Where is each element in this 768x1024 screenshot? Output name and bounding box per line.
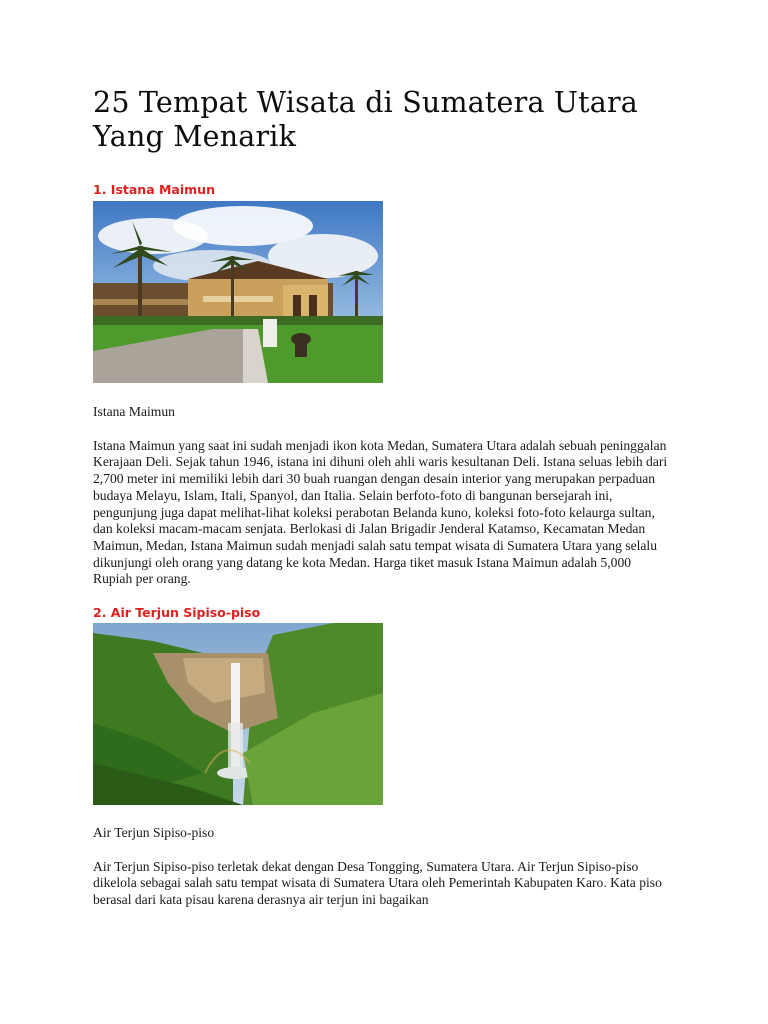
paragraph-sipiso-piso: Air Terjun Sipiso-piso terletak dekat dengan Desa Tongging, Sumatera Utara. Air Terjun Sipiso-piso dikelola sebagai salah satu tempat wisata di Sumatera Utara oleh Pemerintah Kabupaten Karo. Kata piso berasal dari kata pisau karena derasnya air terjun ini bagaikan	[93, 858, 662, 908]
section-heading-istana-maimun: 1. Istana Maimun	[93, 182, 215, 197]
page-title: 25 Tempat Wisata di Sumatera Utara Yang Menarik	[93, 86, 638, 153]
document-page	[93, 86, 673, 909]
paragraph-istana-maimun: Istana Maimun yang saat ini sudah menjadi ikon kota Medan, Sumatera Utara adalah sebuah peninggalan Kerajaan Deli. Sejak tahun 1946, istana ini dihuni oleh ahli waris kesultanan Deli. Istana seluas lebih dari 2,700 meter ini memiliki lebih dari 30 buah ruangan dengan desain interior yang merupakan perpaduan budaya Melayu, Islam, Itali, Spanyol, dan Italia. Selain berfoto-foto di bangunan bersejarah ini, pengunjung juga dapat melihat-lihat koleksi perabotan Belanda kuno, koleksi foto-foto kelaurga sultan, dan koleksi macam-macam senjata. Berlokasi di Jalan Brigadir Jenderal Katamso, Kecamatan Medan Maimun, Medan, Istana Maimun sudah menjadi salah satu tempat wisata di Sumatera Utara yang selalu dikunjungi oleh orang yang datang ke kota Medan. Harga tiket masuk Istana Maimun adalah 5,000 Rupiah per orang.	[93, 437, 668, 587]
image-caption-sipiso-piso: Air Terjun Sipiso-piso	[93, 825, 215, 841]
photo-air-terjun-sipiso-piso	[93, 623, 383, 805]
image-caption-istana-maimun: Istana Maimun	[93, 404, 175, 419]
photo-istana-maimun	[93, 201, 383, 383]
section-heading-sipiso-piso: 2. Air Terjun Sipiso-piso	[93, 605, 261, 621]
